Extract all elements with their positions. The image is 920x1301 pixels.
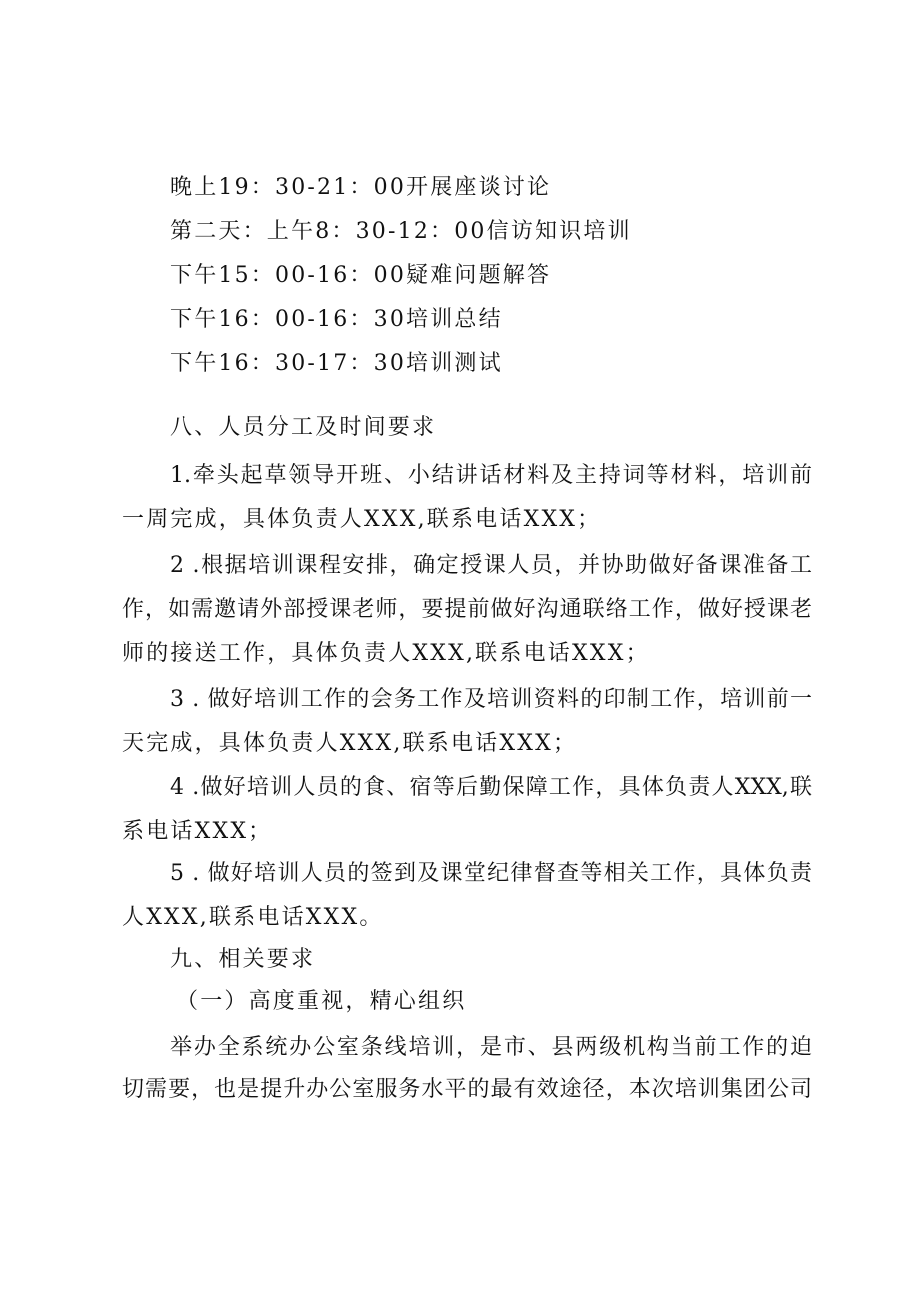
item-5-line-1: 5 . 做好培训人员的签到及课堂纪律督查等相关工作，具体负责: [170, 861, 812, 886]
schedule-line-4: 下午16：00-16：30培训总结: [170, 307, 503, 332]
section-8-heading: 八、人员分工及时间要求: [170, 415, 437, 440]
section-9-subheading: （一）高度重视，精心组织: [176, 989, 467, 1014]
paragraph-line-2: 切需要，也是提升办公室服务水平的最有效途径，本次培训集团公司: [122, 1077, 812, 1102]
item-4-line-2: 系电话XXX；: [122, 819, 273, 844]
item-2-line-2: 作，如需邀请外部授课老师，要提前做好沟通联络工作，做好授课老: [122, 597, 812, 622]
item-1-line-1: 1.牵头起草领导开班、小结讲话材料及主持词等材料，培训前: [170, 463, 812, 488]
schedule-line-2: 第二天：上午8：30-12：00信访知识培训: [170, 219, 632, 244]
item-4-line-1: 4 .做好培训人员的食、宿等后勤保障工作，具体负责人XXX,联: [170, 775, 812, 800]
item-2-line-1: 2 .根据培训课程安排，确定授课人员，并协助做好备课准备工: [170, 553, 812, 578]
item-1-line-2: 一周完成，具体负责人XXX,联系电话XXX；: [122, 507, 602, 532]
schedule-line-5: 下午16：30-17：30培训测试: [170, 351, 503, 376]
section-9-heading: 九、相关要求: [170, 947, 316, 972]
schedule-line-3: 下午15：00-16：00疑难问题解答: [170, 263, 552, 288]
item-3-line-2: 天完成，具体负责人XXX,联系电话XXX；: [122, 731, 578, 756]
paragraph-line-1: 举办全系统办公室条线培训，是市、县两级机构当前工作的迫: [170, 1035, 812, 1060]
schedule-line-1: 晚上19：30-21：00开展座谈讨论: [170, 175, 552, 200]
item-2-line-3: 师的接送工作，具体负责人XXX,联系电话XXX；: [122, 641, 650, 666]
item-5-line-2: 人XXX,联系电话XXX。: [122, 905, 384, 930]
item-3-line-1: 3 . 做好培训工作的会务工作及培训资料的印制工作，培训前一: [170, 687, 812, 712]
